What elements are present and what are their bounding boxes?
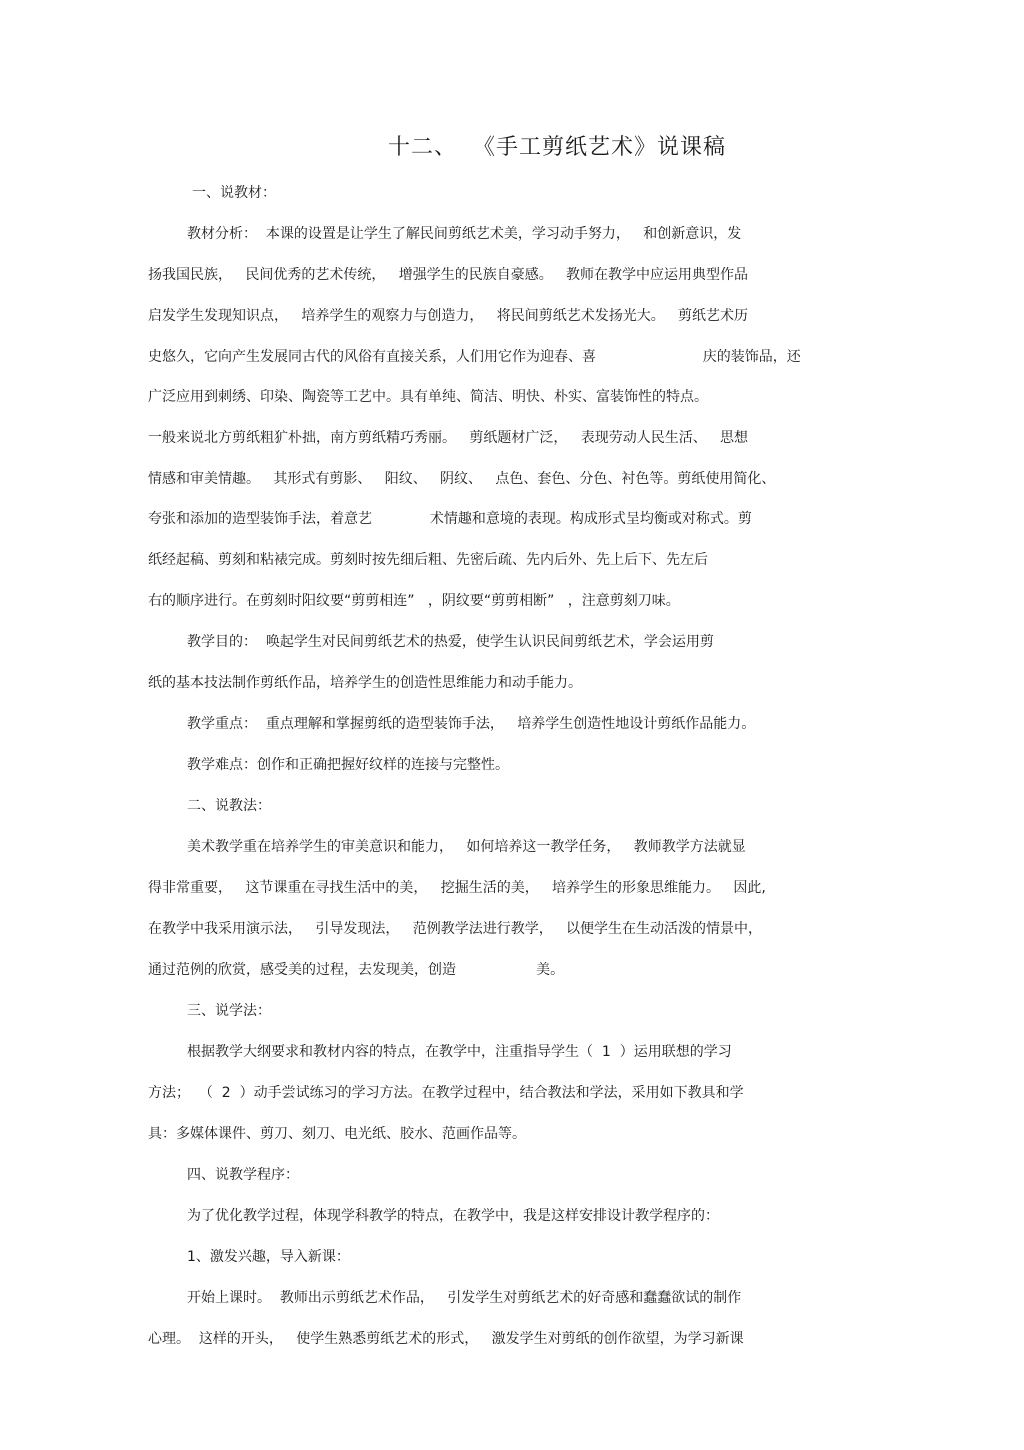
section-heading: 一、说教材：	[192, 185, 276, 201]
paragraph-line: 开始上课时。 教师出示剪纸艺术作品， 引发学生对剪纸艺术的好奇感和蠢蠢欲试的制作	[187, 1290, 742, 1306]
paragraph-line: 为了优化教学过程，体现学科教学的特点，在教学中，我是这样安排设计教学程序的：	[187, 1208, 719, 1224]
section-heading: 四、说教学程序：	[187, 1167, 299, 1183]
section-heading: 二、说教法：	[187, 798, 271, 814]
paragraph-line: 通过范例的欣赏，感受美的过程，去发现美，创造 美。	[148, 962, 565, 978]
paragraph-line: 得非常重要， 这节课重在寻找生活中的美， 挖掘生活的美， 培养学生的形象思维能力。 因此,	[148, 880, 766, 896]
paragraph-line: 情感和审美情趣。 其形式有剪影、 阳纹、 阴纹、 点色、套色、分色、衬色等。剪纸使用简化、	[148, 471, 776, 487]
paragraph-line: 教学目的： 唤起学生对民间剪纸艺术的热爱，使学生认识民间剪纸艺术，学会运用剪	[187, 634, 714, 650]
paragraph-line: 具：多媒体课件、剪刀、刻刀、电光纸、胶水、范画作品等。	[148, 1126, 526, 1142]
paragraph-line: 纸的基本技法制作剪纸作品，培养学生的创造性思维能力和动手能力。	[148, 675, 582, 691]
paragraph-line: 教学重点： 重点理解和掌握剪纸的造型装饰手法， 培养学生创造性地设计剪纸作品能力。	[187, 716, 756, 732]
paragraph-line: 夸张和添加的造型装饰手法，着意艺 术情趣和意境的表现。构成形式呈均衡或对称式。剪	[148, 511, 752, 527]
section-heading: 三、说学法：	[187, 1003, 271, 1019]
paragraph-line: 扬我国民族， 民间优秀的艺术传统， 增强学生的民族自豪感。 教师在教学中应运用典型作品	[148, 267, 749, 283]
page-title: 十二、 《手工剪纸艺术》说课稿	[388, 135, 726, 160]
paragraph-line: 启发学生发现知识点， 培养学生的观察力与创造力， 将民间剪纸艺术发扬光大。 剪纸艺术历	[148, 308, 749, 324]
paragraph-line: 纸经起稿、剪刻和粘裱完成。剪刻时按先细后粗、先密后疏、先内后外、先上后下、先左后	[148, 552, 708, 568]
paragraph-line: 心理。 这样的开头， 使学生熟悉剪纸艺术的形式， 激发学生对剪纸的创作欲望，为学习新课	[148, 1331, 744, 1347]
paragraph-line: 根据教学大纲要求和教材内容的特点，在教学中，注重指导学生（ 1 ）运用联想的学习	[187, 1044, 732, 1060]
paragraph-line: 一般来说北方剪纸粗犷朴拙，南方剪纸精巧秀丽。 剪纸题材广泛， 表现劳动人民生活、 思想	[148, 430, 749, 446]
paragraph-line: 右的顺序进行。在剪刻时阳纹要“剪剪相连” ，阴纹要“剪剪相断” ，注意剪刻刀味。	[148, 593, 680, 609]
paragraph-line: 美术教学重在培养学生的审美意识和能力， 如何培养这一教学任务， 教师教学方法就显	[187, 839, 746, 855]
paragraph-line: 教学难点：创作和正确把握好纹样的连接与完整性。	[187, 757, 509, 773]
paragraph-line: 广泛应用到刺绣、印染、陶瓷等工艺中。具有单纯、简洁、明快、朴实、富装饰性的特点。	[148, 389, 708, 405]
paragraph-line: 史悠久，它向产生发展同古代的风俗有直接关系，人们用它作为迎春、喜 庆的装饰品，还	[148, 349, 801, 365]
paragraph-line: 在教学中我采用演示法， 引导发现法， 范例教学法进行教学， 以便学生在生动活泼的情景中，	[148, 921, 763, 937]
subsection-heading: 1、激发兴趣，导入新课：	[187, 1249, 350, 1265]
paragraph-line: 方法； （ 2 ）动手尝试练习的学习方法。在教学过程中，结合教法和学法，采用如下教具和学	[148, 1085, 744, 1101]
paragraph-line: 教材分析： 本课的设置是让学生了解民间剪纸艺术美，学习动手努力， 和创新意识，发	[187, 226, 742, 242]
